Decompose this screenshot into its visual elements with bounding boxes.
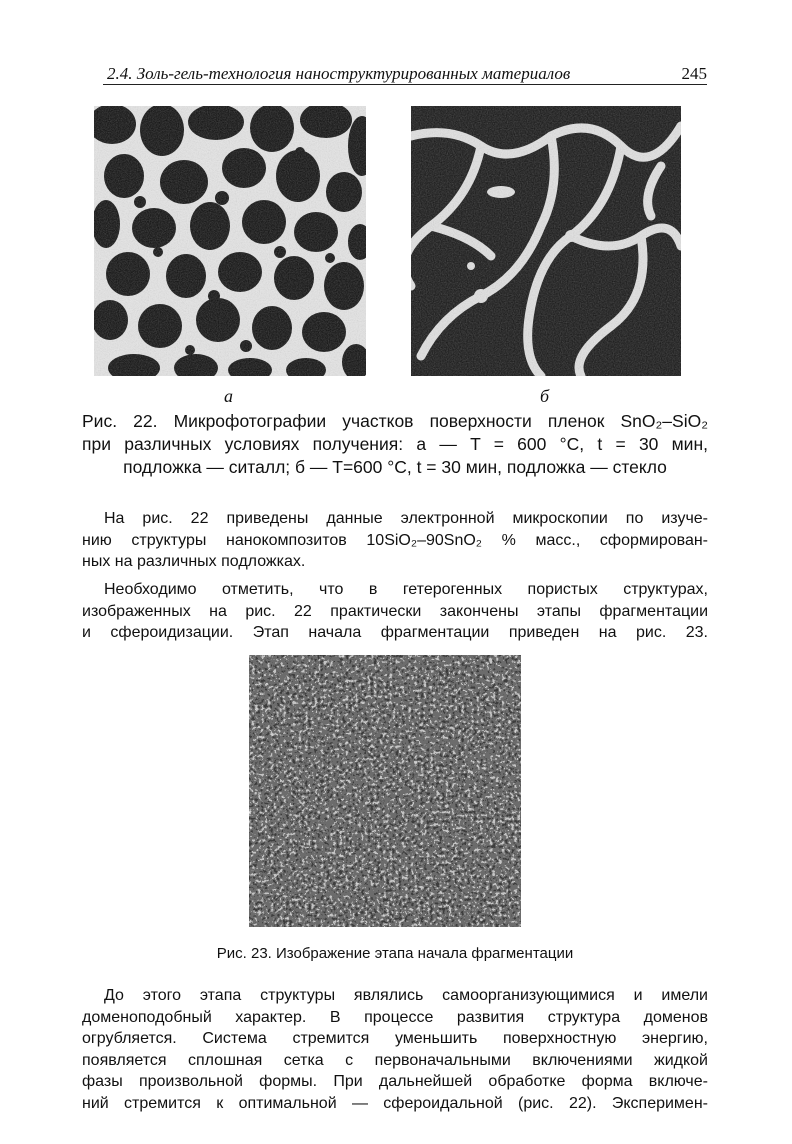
paragraph-line: фазы произвольной формы. При дальнейшей обработке форма включе- [82, 1073, 708, 1090]
paragraph-line: появляется сплошная сетка с первоначальными включениями жидкой [82, 1051, 708, 1069]
micrograph-b [411, 106, 681, 376]
paragraph-line: На рис. 22 приведены данные электронной микроскопии по изуче- [104, 510, 708, 527]
micrograph-fragmentation [249, 655, 521, 927]
page-number: 245 [681, 64, 707, 83]
paragraph-3 [82, 985, 708, 1114]
figure22-caption-line: подложка — ситалл; б — T=600 °С, t = 30 мин, подложка — стекло [123, 457, 667, 477]
figure23-caption: Рис. 23. Изображение этапа начала фрагментации [216, 945, 574, 962]
running-title: 2.4. Золь-гель-технология наноструктурированных материалов [107, 64, 571, 83]
paragraph-line: Необходимо отметить, что в гетерогенных пористых структурах, [104, 581, 708, 598]
paragraph-line: До этого этапа структуры являлись самоорганизующимися и имели [104, 987, 708, 1004]
paragraph-line: изображенных на рис. 22 практически закончены этапы фрагментации [82, 602, 708, 620]
running-header [103, 62, 707, 85]
micrograph-a [94, 106, 366, 376]
paragraph-line: ний стремится к оптимальной — сфероидальной (рис. 22). Эксперимен- [82, 1094, 708, 1112]
figure22-label-a: а [224, 386, 233, 406]
paragraph-line: нию структуры нанокомпозитов 10SiO₂–90SnO₂ % масс., сформирован- [82, 531, 708, 549]
paragraph-line: ных на различных подложках. [82, 553, 306, 570]
paragraph-2 [82, 579, 708, 644]
figure22-caption-line: при различных условиях получения: а — T = 600 °С, t = 30 мин, [82, 434, 708, 454]
figure22-caption-line: Рис. 22. Микрофотографии участков поверхности пленок SnO₂–SiO₂ [82, 411, 708, 431]
figure22-label-b: б [540, 386, 550, 406]
paragraph-line: доменоподобный характер. В процессе развития структура доменов [82, 1008, 708, 1026]
figure22-caption [82, 410, 708, 479]
paragraph-line: огрубляется. Система стремится уменьшить поверхностную энергию, [82, 1030, 708, 1047]
paragraph-line: и сфероидизации. Этап начала фрагментации приведен на рис. 23. [82, 624, 708, 641]
paragraph-1 [82, 508, 708, 573]
